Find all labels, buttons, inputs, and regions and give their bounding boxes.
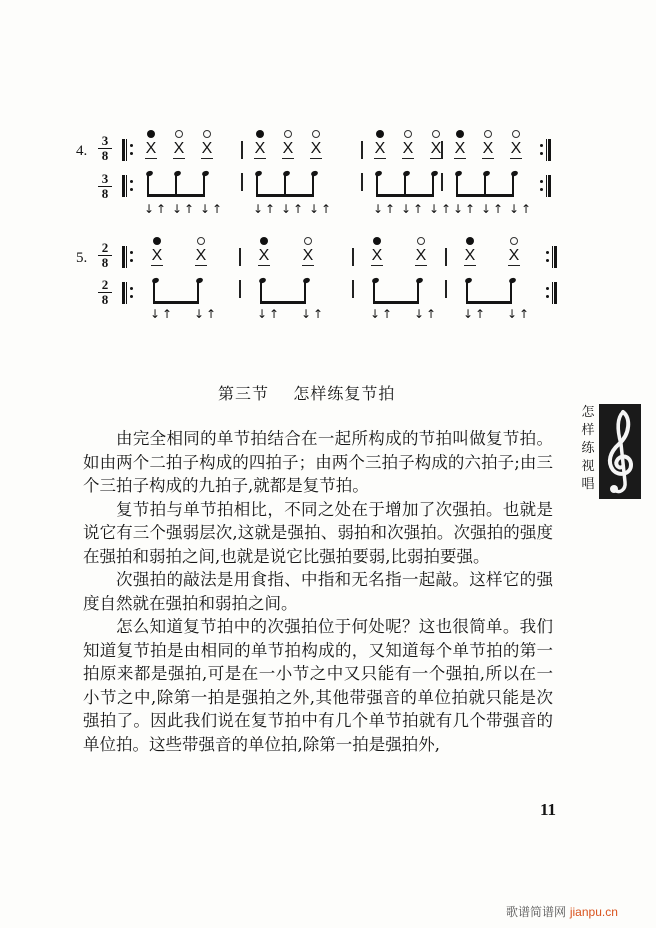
down-up-arrow-icon: ↓↑ xyxy=(429,202,454,216)
time-signature: 2 8 xyxy=(98,242,112,269)
barline xyxy=(445,280,447,298)
down-up-arrow-icon: ↓↑ xyxy=(194,307,219,321)
x-note: X xyxy=(374,140,386,157)
repeat-start-sign xyxy=(122,246,136,268)
barline xyxy=(241,173,243,191)
down-up-arrow-icon: ↓↑ xyxy=(481,202,506,216)
x-note: X xyxy=(173,140,185,157)
repeat-end-sign xyxy=(546,282,560,304)
body-text xyxy=(83,427,553,756)
example-number: 5. xyxy=(76,250,88,266)
down-up-arrow-icon: ↓↑ xyxy=(200,202,225,216)
repeat-end-sign xyxy=(540,139,554,161)
x-note: X xyxy=(402,140,414,157)
barline xyxy=(441,173,443,191)
repeat-end-sign xyxy=(546,246,560,268)
example-number: 4. xyxy=(76,143,88,159)
down-up-arrow-icon: ↓↑ xyxy=(172,202,197,216)
x-note: X xyxy=(371,247,383,264)
barline xyxy=(441,141,443,159)
x-note: X xyxy=(145,140,157,157)
down-up-arrow-icon: ↓↑ xyxy=(453,202,478,216)
down-up-arrow-icon: ↓↑ xyxy=(281,202,306,216)
down-up-arrow-icon: ↓↑ xyxy=(401,202,426,216)
side-tab-label: 怎 样 练 视 唱 xyxy=(581,405,595,492)
beamed-eighth-notes xyxy=(376,171,434,197)
beamed-eighth-notes xyxy=(456,171,514,197)
repeat-start-sign xyxy=(122,175,136,197)
treble-clef-icon xyxy=(599,404,641,499)
barline xyxy=(239,248,241,266)
down-up-arrow-icon: ↓↑ xyxy=(253,202,278,216)
x-note: X xyxy=(464,247,476,264)
paragraph: 怎么知道复节拍中的次强拍位于何处呢？这也很简单。我们知道复节拍是由相同的单节拍构成的，又知道每个单节拍的第一拍原来都是强拍,可是在一小节之中又只能有一个强拍,所以在一小节之中,除第一拍是强拍之外,其他带强音的单位拍就只能是次强拍了。因此我们说在复节拍中有几个单节拍就有几个带强音的单位拍。这些带强音的单位拍,除第一拍是强拍外, xyxy=(83,617,553,754)
section-title: 第三节 怎样练复节拍 xyxy=(218,384,396,403)
repeat-start-sign xyxy=(122,282,136,304)
side-tab xyxy=(580,404,596,494)
x-note: X xyxy=(454,140,466,157)
barline xyxy=(445,248,447,266)
time-signature: 2 8 xyxy=(98,279,112,306)
repeat-end-sign xyxy=(540,175,554,197)
beamed-eighth-notes xyxy=(373,278,419,304)
beamed-eighth-notes xyxy=(153,278,199,304)
down-up-arrow-icon: ↓↑ xyxy=(373,202,398,216)
barline xyxy=(241,141,243,159)
x-note: X xyxy=(310,140,322,157)
down-up-arrow-icon: ↓↑ xyxy=(150,307,175,321)
x-note: X xyxy=(195,247,207,264)
paragraph: 复节拍与单节拍相比，不同之处在于增加了次强拍。也就是说它有三个强弱层次,这就是强拍、弱拍和次强拍。次强拍的强度在强拍和弱拍之间,也就是说它比强拍要弱,比弱拍要强。 xyxy=(83,499,553,566)
down-up-arrow-icon: ↓↑ xyxy=(509,202,534,216)
x-note: X xyxy=(258,247,270,264)
x-note: X xyxy=(201,140,213,157)
down-up-arrow-icon: ↓↑ xyxy=(257,307,282,321)
x-note: X xyxy=(151,247,163,264)
page-number: 11 xyxy=(540,800,557,819)
barline xyxy=(239,280,241,298)
down-up-arrow-icon: ↓↑ xyxy=(463,307,488,321)
x-note: X xyxy=(302,247,314,264)
paragraph: 由完全相同的单节拍结合在一起所构成的节拍叫做复节拍。如由两个二拍子构成的四拍子；由两个三拍子构成的六拍子;由三个三拍子构成的九拍子,就都是复节拍。 xyxy=(83,429,553,495)
x-note: X xyxy=(510,140,522,157)
time-signature: 3 8 xyxy=(98,135,112,162)
beamed-eighth-notes xyxy=(466,278,512,304)
down-up-arrow-icon: ↓↑ xyxy=(144,202,169,216)
down-up-arrow-icon: ↓↑ xyxy=(301,307,326,321)
barline xyxy=(361,173,363,191)
barline xyxy=(361,141,363,159)
barline xyxy=(352,280,354,298)
beamed-eighth-notes xyxy=(256,171,314,197)
watermark: 歌谱简谱网 jianpu.cn xyxy=(506,905,618,919)
down-up-arrow-icon: ↓↑ xyxy=(370,307,395,321)
x-note: X xyxy=(508,247,520,264)
x-note: X xyxy=(482,140,494,157)
x-note: X xyxy=(282,140,294,157)
down-up-arrow-icon: ↓↑ xyxy=(507,307,532,321)
x-note: X xyxy=(254,140,266,157)
beamed-eighth-notes xyxy=(260,278,306,304)
down-up-arrow-icon: ↓↑ xyxy=(414,307,439,321)
repeat-start-sign xyxy=(122,139,136,161)
paragraph: 次强拍的敲法是用食指、中指和无名指一起敲。这样它的强度自然就在强拍和弱拍之间。 xyxy=(83,570,553,613)
barline xyxy=(352,248,354,266)
x-note: X xyxy=(430,140,442,157)
beamed-eighth-notes xyxy=(147,171,205,197)
x-note: X xyxy=(415,247,427,264)
down-up-arrow-icon: ↓↑ xyxy=(309,202,334,216)
time-signature: 3 8 xyxy=(98,173,112,200)
